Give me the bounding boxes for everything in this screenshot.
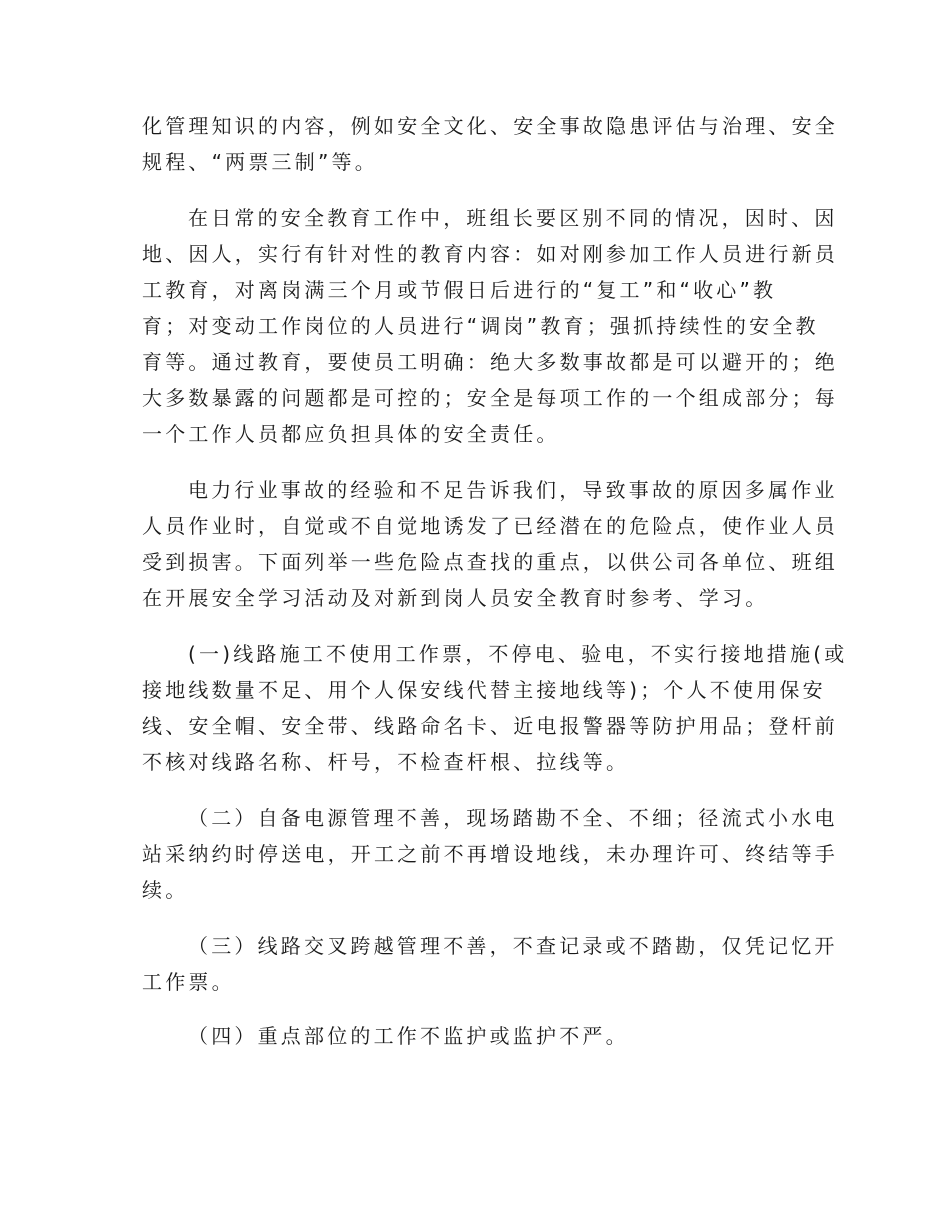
paragraph-1-line-2: 规程、“两票三制”等。: [142, 150, 378, 174]
paragraph-5-line-2: 站采纳约时停送电，开工之前不再增设地线，未办理许可、终结等手: [142, 842, 838, 866]
paragraph-5-line-3: 续。: [142, 878, 189, 902]
paragraph-1-line-1: 化管理知识的内容，例如安全文化、安全事故隐患评估与治理、安全: [142, 114, 838, 138]
paragraph-6-line-1: （三）线路交叉跨越管理不善，不查记录或不踏勘，仅凭记忆开: [188, 934, 838, 958]
paragraph-2-line-1: 在日常的安全教育工作中，班组长要区别不同的情况，因时、因: [188, 206, 838, 230]
paragraph-2-line-6: 大多数暴露的问题都是可控的；安全是每项工作的一个组成部分；每: [142, 386, 838, 410]
paragraph-2-line-3: 工教育，对离岗满三个月或节假日后进行的“复工”和“收心”教: [142, 278, 777, 302]
paragraph-4-line-4: 不核对线路名称、杆号，不检查杆根、拉线等。: [142, 750, 630, 774]
paragraph-2-line-7: 一个工作人员都应负担具体的安全责任。: [142, 422, 560, 446]
paragraph-2-line-5: 育等。通过教育，要使员工明确：绝大多数事故都是可以避开的；绝: [142, 350, 838, 374]
paragraph-4-line-2: 接地线数量不足、用个人保安线代替主接地线等)；个人不使用保安: [142, 678, 826, 702]
paragraph-2-line-2: 地、因人，实行有针对性的教育内容：如对刚参加工作人员进行新员: [142, 242, 838, 266]
paragraph-3-line-4: 在开展安全学习活动及对新到岗人员安全教育时参考、学习。: [142, 586, 769, 610]
paragraph-2-line-4: 育；对变动工作岗位的人员进行“调岗”教育；强抓持续性的安全教: [142, 314, 819, 338]
paragraph-3-line-2: 人员作业时，自觉或不自觉地诱发了已经潜在的危险点，使作业人员: [142, 514, 838, 538]
paragraph-5-line-1: （二）自备电源管理不善，现场踏勘不全、不细；径流式小水电: [188, 806, 838, 830]
paragraph-7-line-1: （四）重点部位的工作不监护或监护不严。: [188, 1024, 629, 1048]
paragraph-3-line-1: 电力行业事故的经验和不足告诉我们，导致事故的原因多属作业: [188, 478, 838, 502]
paragraph-3-line-3: 受到损害。下面列举一些危险点查找的重点，以供公司各单位、班组: [142, 550, 838, 574]
paragraph-4-line-3: 线、安全帽、安全带、线路命名卡、近电报警器等防护用品；登杆前: [142, 714, 838, 738]
paragraph-6-line-2: 工作票。: [142, 970, 235, 994]
paragraph-4-line-1: (一)线路施工不使用工作票，不停电、验电，不实行接地措施(或: [188, 642, 848, 666]
